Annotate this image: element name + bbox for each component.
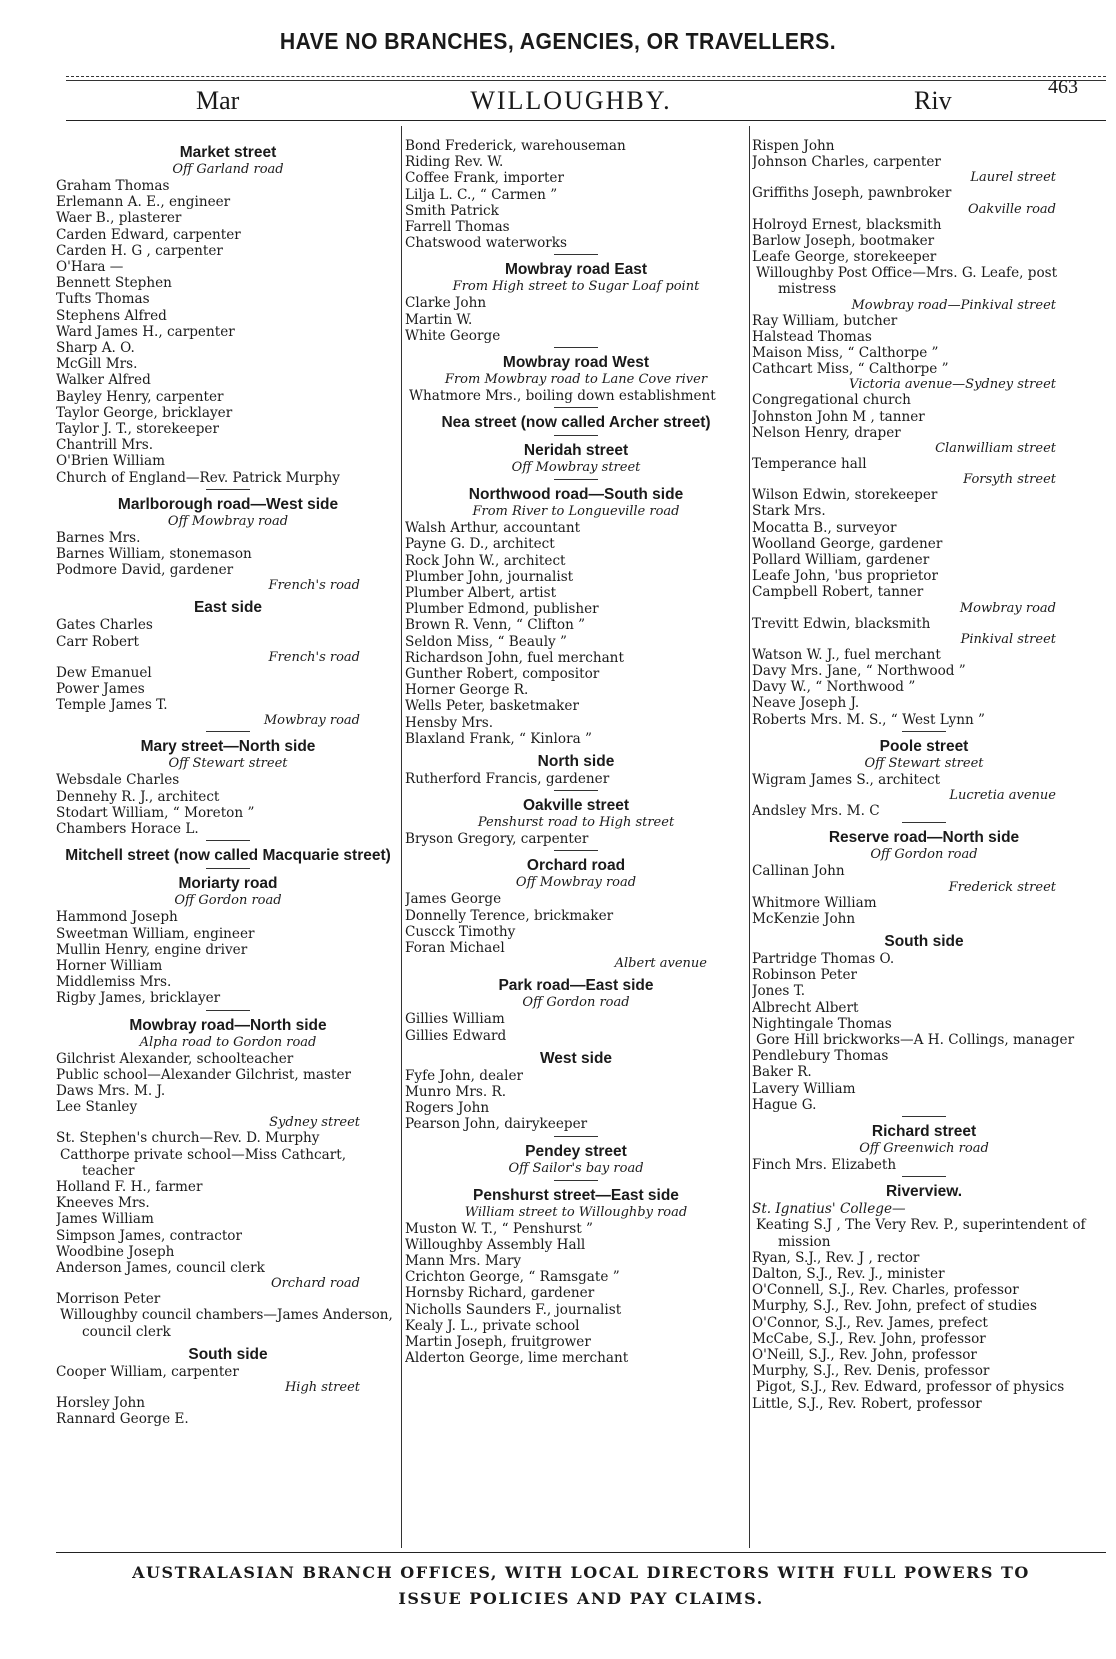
directory-entry: Gilchrist Alexander, schoolteacher xyxy=(56,1050,294,1067)
directory-entry: Robinson Peter xyxy=(752,967,858,984)
directory-entry: Power James xyxy=(56,681,145,698)
cross-street: French's road xyxy=(268,649,360,665)
directory-entry: Nightingale Thomas xyxy=(752,1015,892,1032)
directory-entry: Gates Charles xyxy=(56,617,153,634)
directory-entry: Griffiths Joseph, pawnbroker xyxy=(752,185,952,202)
street-locator: Off Mowbray road xyxy=(167,513,289,529)
directory-entry: Campbell Robert, tanner xyxy=(752,584,924,601)
directory-entry: Trevitt Edwin, blacksmith xyxy=(752,615,931,632)
directory-entry: Rock John W., architect xyxy=(405,552,566,569)
directory-entry: Ryan, S.J., Rev. J , rector xyxy=(752,1249,920,1266)
directory-entry: Gillies Edward xyxy=(405,1027,507,1044)
directory-entry: Cuscck Timothy xyxy=(405,923,516,940)
street-heading: Nea street (now called Archer street) xyxy=(441,414,711,432)
directory-entry: O'Neill, S.J., Rev. John, professor xyxy=(752,1346,977,1363)
section-separator xyxy=(902,822,946,823)
directory-entry: Plumber Edmond, publisher xyxy=(405,601,599,618)
directory-entry: Murphy, S.J., Rev. John, prefect of studies xyxy=(752,1298,1037,1315)
street-locator: Off Gordon road xyxy=(522,995,630,1011)
directory-entry: Finch Mrs. Elizabeth xyxy=(752,1156,897,1173)
section-separator xyxy=(206,489,250,490)
directory-entry: Dennehy R. J., architect xyxy=(56,788,220,805)
section-separator xyxy=(554,347,598,348)
street-locator: Off Sailor's bay road xyxy=(508,1160,644,1176)
directory-entry: Rogers John xyxy=(405,1100,490,1117)
street-heading: South side xyxy=(884,932,964,950)
directory-entry: O'Brien William xyxy=(56,453,165,470)
footer-line-1: AUSTRALASIAN BRANCH OFFICES, WITH LOCAL DIRECTORS WITH FULL POWERS TO xyxy=(132,1563,1030,1582)
directory-entry: Mocatta B., surveyor xyxy=(752,519,897,536)
street-locator: Off Garland road xyxy=(172,162,284,177)
directory-entry: Kealy J. L., private school xyxy=(405,1317,580,1334)
section-separator xyxy=(554,1136,598,1137)
directory-entry: Chatswood waterworks xyxy=(405,235,568,252)
cross-street: Albert avenue xyxy=(614,956,707,972)
street-heading: South side xyxy=(188,1345,268,1363)
cross-street: Clanwilliam street xyxy=(935,441,1056,457)
directory-entry: Hague G. xyxy=(752,1096,817,1113)
street-heading: Penshurst street—East side xyxy=(473,1186,679,1204)
directory-entry: Taylor George, bricklayer xyxy=(56,404,233,421)
street-locator: Off Stewart street xyxy=(864,755,984,771)
directory-entry: Neave Joseph J. xyxy=(752,695,860,712)
directory-entry: Whitmore William xyxy=(752,894,877,911)
street-locator: Off Mowbray road xyxy=(515,875,637,891)
directory-entry: Websdale Charles xyxy=(56,772,180,789)
street-locator: William street to Willoughby road xyxy=(464,1204,688,1220)
directory-entry: Murphy, S.J., Rev. Denis, professor xyxy=(752,1363,990,1380)
directory-entry: McKenzie John xyxy=(752,910,856,927)
directory-entry: Walsh Arthur, accountant xyxy=(405,520,581,537)
section-separator xyxy=(206,1010,250,1011)
directory-entry: Mullin Henry, engine driver xyxy=(56,941,248,958)
directory-entry: Woolland George, gardener xyxy=(752,535,943,552)
section-separator xyxy=(554,254,598,255)
directory-entry: Whatmore Mrs., boiling down establishment xyxy=(409,388,716,405)
directory-entry: Andsley Mrs. M. C xyxy=(752,803,880,820)
directory-entry: Wilson Edwin, storekeeper xyxy=(752,487,938,504)
street-heading: Mitchell street (now called Macquarie street) xyxy=(65,847,391,865)
directory-entry: Temple James T. xyxy=(56,697,168,714)
header-range-end: Riv xyxy=(914,86,952,115)
directory-entry: Bryson Gregory, carpenter xyxy=(405,831,589,848)
directory-entry: Blaxland Frank, “ Kinlora ” xyxy=(405,730,592,747)
directory-entry: Pigot, S.J., Rev. Edward, professor of physics xyxy=(756,1379,1065,1396)
street-heading: Neridah street xyxy=(523,442,629,460)
directory-entry: Bayley Henry, carpenter xyxy=(56,388,224,405)
directory-entry: Sharp A. O. xyxy=(56,340,135,357)
directory-entry: Clarke John xyxy=(405,295,487,312)
directory-entry: Simpson James, contractor xyxy=(56,1227,242,1244)
street-heading: West side xyxy=(539,1049,613,1067)
directory-entry: Hensby Mrs. xyxy=(405,714,494,731)
directory-entry: Davy W., “ Northwood ” xyxy=(752,679,916,696)
cross-street: Lucretia avenue xyxy=(949,788,1056,804)
directory-entry: Church of England—Rev. Patrick Murphy xyxy=(56,469,340,486)
directory-entry: Leafe George, storekeeper xyxy=(752,249,937,266)
street-heading: Moriarty road xyxy=(178,875,278,893)
directory-entry: Wells Peter, basketmaker xyxy=(405,698,579,715)
directory-entry: Willoughby Assembly Hall xyxy=(405,1236,586,1253)
directory-entry: Woodbine Joseph xyxy=(56,1243,175,1260)
directory-entry: Barnes William, stonemason xyxy=(56,546,252,563)
directory-entry: Halstead Thomas xyxy=(752,328,872,345)
directory-entry: Horsley John xyxy=(56,1394,146,1411)
directory-entry: Martin Joseph, fruitgrower xyxy=(405,1333,591,1350)
directory-entry: Alderton George, lime merchant xyxy=(405,1350,629,1367)
directory-entry: Pollard William, gardener xyxy=(752,552,930,569)
directory-entry: Davy Mrs. Jane, “ Northwood ” xyxy=(752,663,966,680)
directory-entry: Gore Hill brickworks—A H. Collings, manager xyxy=(756,1031,1075,1048)
street-locator: From High street to Sugar Loaf point xyxy=(452,279,700,295)
street-locator: Penshurst road to High street xyxy=(477,815,675,831)
directory-column-3 xyxy=(752,138,1096,1412)
street-heading: Marlborough road—West side xyxy=(117,495,339,513)
directory-entry: Kneeves Mrs. xyxy=(56,1195,150,1212)
directory-entry: Public school—Alexander Gilchrist, master xyxy=(56,1066,352,1083)
banner-rule-dashed xyxy=(66,76,1106,77)
directory-entry: Cooper William, carpenter xyxy=(56,1363,239,1380)
directory-entry: Dew Emanuel xyxy=(56,664,152,681)
section-separator xyxy=(206,840,250,841)
header-range-start: Mar xyxy=(196,86,240,115)
section-separator xyxy=(554,1180,598,1181)
street-heading: Northwood road—South side xyxy=(468,486,684,504)
cross-street: Mowbray road xyxy=(263,713,360,729)
directory-entry: Crichton George, “ Ramsgate ” xyxy=(405,1269,620,1286)
directory-entry: Morrison Peter xyxy=(56,1291,161,1308)
directory-entry: James William xyxy=(56,1211,154,1228)
directory-entry: Carr Robert xyxy=(56,633,139,650)
cross-street: High street xyxy=(284,1379,360,1395)
directory-entry: O'Connell, S.J., Rev. Charles, professor xyxy=(752,1282,1019,1299)
directory-entry: Daws Mrs. M. J. xyxy=(56,1082,166,1099)
directory-entry: Stark Mrs. xyxy=(752,503,826,520)
directory-entry: Ray William, butcher xyxy=(752,312,898,329)
footer-rule xyxy=(56,1552,1106,1553)
directory-entry: McCabe, S.J., Rev. John, professor xyxy=(752,1330,986,1347)
directory-entry: Roberts Mrs. M. S., “ West Lynn ” xyxy=(752,711,985,728)
street-heading: Mary street—North side xyxy=(140,738,316,756)
directory-entry: Chambers Horace L. xyxy=(56,821,199,838)
street-heading: Mowbray road West xyxy=(502,354,650,372)
directory-entry: O'Hara — xyxy=(56,259,124,276)
directory-entry: Anderson James, council clerk xyxy=(56,1259,265,1276)
page-banner: HAVE NO BRANCHES, AGENCIES, OR TRAVELLERS. xyxy=(279,28,837,54)
directory-entry: Barlow Joseph, bootmaker xyxy=(752,232,935,249)
directory-entry: Walker Alfred xyxy=(56,372,151,389)
directory-entry: Callinan John xyxy=(752,863,845,880)
directory-entry: Erlemann A. E., engineer xyxy=(56,194,231,211)
directory-entry: Carden H. G , carpenter xyxy=(56,242,223,259)
banner-rule xyxy=(66,80,1106,81)
column-divider-2 xyxy=(749,126,750,1548)
street-heading: North side xyxy=(537,753,615,771)
directory-entry: Jones T. xyxy=(752,983,806,1000)
directory-entry: Horner George R. xyxy=(405,682,529,699)
directory-entry: Plumber John, journalist xyxy=(405,568,574,585)
street-heading: Reserve road—North side xyxy=(828,829,1020,847)
directory-entry: Horner William xyxy=(56,957,163,974)
street-locator: Alpha road to Gordon road xyxy=(139,1034,317,1050)
directory-entry: Dalton, S.J., Rev. J., minister xyxy=(752,1265,945,1282)
directory-entry: Podmore David, gardener xyxy=(56,562,234,579)
street-heading: Oakville street xyxy=(523,797,629,815)
directory-entry: Tufts Thomas xyxy=(56,291,150,308)
directory-entry: Willoughby council chambers—James Anderson, council clerk xyxy=(60,1307,393,1340)
directory-entry: Stephens Alfred xyxy=(56,307,167,324)
directory-entry: Nelson Henry, draper xyxy=(752,424,901,441)
directory-entry: Martin W. xyxy=(405,311,473,328)
directory-entry: Johnson Charles, carpenter xyxy=(752,154,941,171)
directory-entry: Farrell Thomas xyxy=(405,219,510,236)
section-separator xyxy=(554,850,598,851)
footer-line-2: ISSUE POLICIES AND PAY CLAIMS. xyxy=(398,1589,764,1608)
section-separator xyxy=(902,1116,946,1117)
cross-street: Oakville road xyxy=(967,201,1056,217)
directory-entry: O'Connor, S.J., Rev. James, prefect xyxy=(752,1314,988,1331)
directory-entry: Rispen John xyxy=(752,138,835,154)
street-locator: Off Gordon road xyxy=(174,893,282,909)
street-heading: Poole street xyxy=(879,737,969,755)
cross-street: Laurel street xyxy=(970,170,1056,186)
directory-entry: Pendlebury Thomas xyxy=(752,1048,889,1065)
directory-entry: Munro Mrs. R. xyxy=(405,1083,507,1100)
directory-entry: Baker R. xyxy=(752,1064,812,1081)
directory-entry: Stodart William, “ Moreton ” xyxy=(56,804,255,821)
directory-entry: St. Stephen's church—Rev. D. Murphy xyxy=(56,1130,320,1147)
directory-entry: Sweetman William, engineer xyxy=(56,925,255,942)
section-separator xyxy=(554,407,598,408)
street-heading: Mowbray road East xyxy=(504,261,648,279)
directory-entry: Rutherford Francis, gardener xyxy=(405,771,610,788)
directory-entry: Holland F. H., farmer xyxy=(56,1178,203,1195)
directory-entry: Barnes Mrs. xyxy=(56,529,141,546)
footer-notice xyxy=(56,1560,1106,1612)
directory-entry: Ward James H., carpenter xyxy=(56,323,235,340)
cross-street: Victoria avenue—Sydney street xyxy=(849,377,1056,393)
directory-entry: Taylor J. T., storekeeper xyxy=(56,421,219,438)
directory-entry: Gunther Robert, compositor xyxy=(405,666,600,683)
cross-street: Sydney street xyxy=(269,1115,360,1131)
directory-entry: Smith Patrick xyxy=(405,202,499,219)
cross-street: Forsyth street xyxy=(963,472,1056,488)
directory-entry: Lilja L. C., “ Carmen ” xyxy=(405,186,558,203)
directory-entry: Lee Stanley xyxy=(56,1099,138,1116)
street-locator: Off Greenwich road xyxy=(859,1140,989,1156)
directory-entry: Chantrill Mrs. xyxy=(56,437,154,454)
directory-entry: Hammond Joseph xyxy=(56,909,178,926)
directory-entry: Donnelly Terence, brickmaker xyxy=(405,907,614,924)
directory-entry: Congregational church xyxy=(752,392,911,409)
section-separator xyxy=(206,868,250,869)
page-number: 463 xyxy=(1048,76,1078,98)
directory-column-2 xyxy=(405,138,747,1366)
directory-entry: Holroyd Ernest, blacksmith xyxy=(752,216,942,233)
directory-entry: Pearson John, dairykeeper xyxy=(405,1116,588,1133)
directory-entry: Albrecht Albert xyxy=(752,999,859,1016)
cross-street: Pinkival street xyxy=(960,631,1056,647)
street-heading: Orchard road xyxy=(526,857,626,875)
directory-entry: Cathcart Miss, “ Calthorpe ” xyxy=(752,361,949,378)
column-divider-1 xyxy=(401,126,402,1548)
cross-street: Mowbray road xyxy=(959,600,1056,616)
directory-entry: Hornsby Richard, gardener xyxy=(405,1285,595,1302)
street-locator: Off Mowbray street xyxy=(511,460,641,476)
directory-entry: Middlemiss Mrs. xyxy=(56,974,172,991)
street-heading: Park road—East side xyxy=(498,977,654,995)
directory-entry: Payne G. D., architect xyxy=(405,536,555,553)
directory-entry: Waer B., plasterer xyxy=(56,210,182,227)
street-locator: Off Stewart street xyxy=(168,756,288,772)
institution-heading: St. Ignatius' College— xyxy=(752,1201,906,1218)
street-heading: Mowbray road—North side xyxy=(129,1016,327,1034)
directory-entry: Rigby James, bricklayer xyxy=(56,990,221,1007)
street-heading: East side xyxy=(193,599,263,617)
directory-entry: Willoughby Post Office—Mrs. G. Leafe, post mistress xyxy=(756,265,1058,298)
street-heading: Market street xyxy=(179,144,277,161)
directory-entry: Johnston John M , tanner xyxy=(752,408,925,425)
directory-entry: Lavery William xyxy=(752,1080,856,1097)
section-separator xyxy=(554,435,598,436)
directory-entry: Graham Thomas xyxy=(56,178,170,194)
directory-column-1 xyxy=(56,138,400,1427)
directory-entry: Rannard George E. xyxy=(56,1411,189,1428)
section-separator xyxy=(206,731,250,732)
street-heading: Richard street xyxy=(871,1122,977,1140)
directory-entry: Catthorpe private school—Miss Cathcart, teacher xyxy=(60,1146,347,1179)
directory-entry: Bond Frederick, warehouseman xyxy=(405,138,626,154)
directory-entry: McGill Mrs. xyxy=(56,356,138,373)
street-locator: From River to Longueville road xyxy=(472,504,680,520)
street-heading: Riverview. xyxy=(885,1183,963,1201)
header-rule xyxy=(66,120,1106,121)
street-locator: From Mowbray road to Lane Cove river xyxy=(444,372,708,388)
directory-entry: Carden Edward, carpenter xyxy=(56,226,241,243)
section-separator xyxy=(554,479,598,480)
directory-entry: Mann Mrs. Mary xyxy=(405,1252,522,1269)
section-separator xyxy=(554,790,598,791)
directory-entry: Coffee Frank, importer xyxy=(405,170,564,187)
directory-entry: Watson W. J., fuel merchant xyxy=(752,646,941,663)
directory-entry: Foran Michael xyxy=(405,940,505,957)
directory-entry: Maison Miss, “ Calthorpe ” xyxy=(752,345,939,362)
section-separator xyxy=(902,1176,946,1177)
directory-entry: Brown R. Venn, “ Clifton ” xyxy=(405,617,586,634)
directory-entry: James George xyxy=(405,891,502,908)
directory-entry: Muston W. T., “ Penshurst ” xyxy=(405,1220,593,1237)
directory-entry: Partridge Thomas O. xyxy=(752,950,895,967)
directory-entry: Temperance hall xyxy=(752,456,867,473)
directory-entry: White George xyxy=(405,327,501,344)
directory-entry: Riding Rev. W. xyxy=(405,154,504,171)
cross-street: Frederick street xyxy=(948,879,1056,895)
directory-entry: Leafe John, 'bus proprietor xyxy=(752,568,938,585)
cross-street: Orchard road xyxy=(270,1276,360,1292)
cross-street: Mowbray road—Pinkival street xyxy=(851,297,1056,313)
directory-entry: Nicholls Saunders F., journalist xyxy=(405,1301,622,1318)
directory-entry: Fyfe John, dealer xyxy=(405,1067,524,1084)
directory-entry: Bennett Stephen xyxy=(56,275,172,292)
directory-entry: Plumber Albert, artist xyxy=(405,585,557,602)
directory-entry: Gillies William xyxy=(405,1011,505,1028)
directory-entry: Wigram James S., architect xyxy=(752,771,941,788)
header-title: WILLOUGHBY. xyxy=(470,86,672,115)
directory-entry: Seldon Miss, “ Beauly ” xyxy=(405,633,567,650)
section-separator xyxy=(902,731,946,732)
cross-street: French's road xyxy=(268,578,360,594)
directory-entry: Little, S.J., Rev. Robert, professor xyxy=(752,1395,982,1412)
street-heading: Pendey street xyxy=(525,1142,627,1160)
directory-entry: Keating S.J , The Very Rev. P., superintendent of mission xyxy=(756,1217,1086,1250)
street-locator: Off Gordon road xyxy=(870,847,978,863)
directory-entry: Richardson John, fuel merchant xyxy=(405,649,624,666)
